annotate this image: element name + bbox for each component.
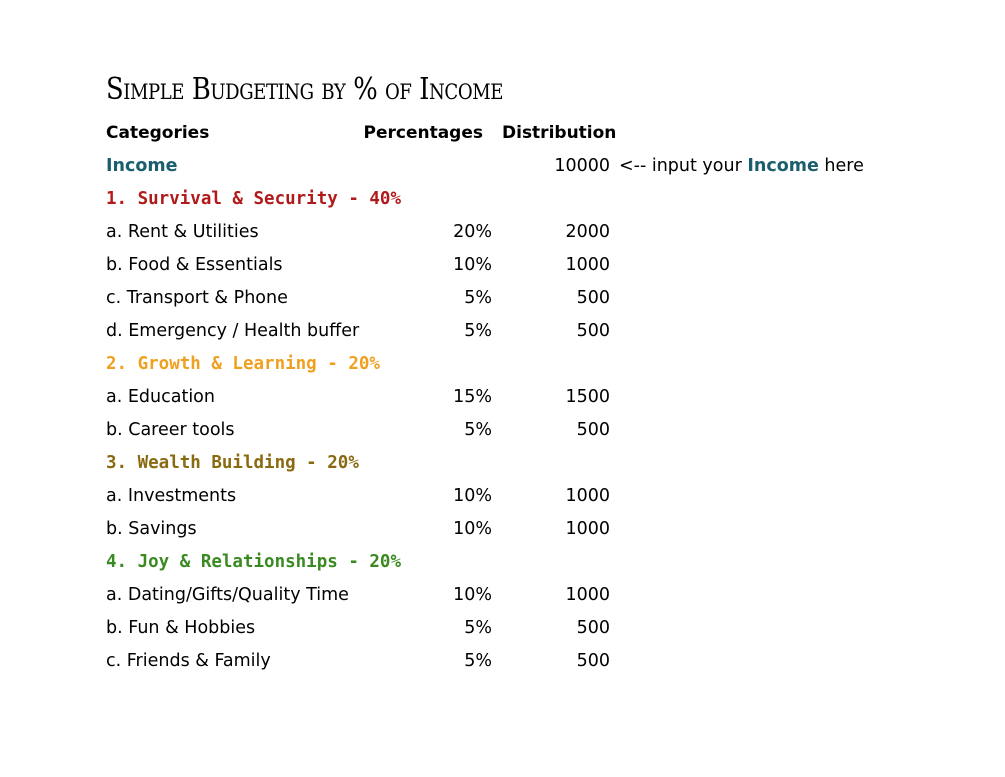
item-label: d. Emergency / Health buffer xyxy=(106,321,360,341)
header-percentages: Percentages xyxy=(363,123,483,143)
item-percentage[interactable]: 10% xyxy=(453,255,492,275)
section-header-row xyxy=(0,546,1005,579)
item-percentage[interactable]: 5% xyxy=(464,321,492,341)
item-percentage[interactable]: 20% xyxy=(453,222,492,242)
item-label: b. Savings xyxy=(106,519,197,539)
budget-item-row xyxy=(0,315,1005,348)
item-amount: 1000 xyxy=(565,519,610,539)
item-label: b. Career tools xyxy=(106,420,235,440)
item-amount: 500 xyxy=(576,288,610,308)
item-amount: 500 xyxy=(576,321,610,341)
section-title: 1. Survival & Security - 40% xyxy=(106,189,402,209)
budget-item-row xyxy=(0,249,1005,282)
header-distribution: Distribution xyxy=(502,123,617,143)
item-label: b. Fun & Hobbies xyxy=(106,618,256,638)
item-percentage[interactable]: 5% xyxy=(464,618,492,638)
item-label: c. Friends & Family xyxy=(106,651,271,671)
section-title: 2. Growth & Learning - 20% xyxy=(106,354,380,374)
item-amount: 1000 xyxy=(565,255,610,275)
section-title: 4. Joy & Relationships - 20% xyxy=(106,552,402,572)
item-amount: 1000 xyxy=(565,486,610,506)
item-percentage[interactable]: 5% xyxy=(464,288,492,308)
item-amount: 2000 xyxy=(565,222,610,242)
header-categories: Categories xyxy=(106,123,210,143)
budget-item-row xyxy=(0,282,1005,315)
section-header-row xyxy=(0,183,1005,216)
income-input[interactable]: 10000 xyxy=(554,156,610,176)
item-percentage[interactable]: 10% xyxy=(453,486,492,506)
income-note-keyword: Income xyxy=(747,156,819,176)
budget-item-row xyxy=(0,579,1005,612)
income-note-suffix: here xyxy=(818,156,864,176)
budget-item-row xyxy=(0,645,1005,678)
section-header-row xyxy=(0,348,1005,381)
item-label: a. Investments xyxy=(106,486,237,506)
budget-item-row xyxy=(0,216,1005,249)
item-label: a. Dating/Gifts/Quality Time xyxy=(106,585,349,605)
section-header-row xyxy=(0,447,1005,480)
item-percentage[interactable]: 5% xyxy=(464,420,492,440)
income-note-prefix: <-- input your xyxy=(619,156,748,176)
income-row xyxy=(0,150,1005,183)
budget-item-row xyxy=(0,480,1005,513)
item-label: a. Rent & Utilities xyxy=(106,222,259,242)
item-percentage[interactable]: 15% xyxy=(453,387,492,407)
item-amount: 1000 xyxy=(565,585,610,605)
item-amount: 500 xyxy=(576,651,610,671)
item-amount: 500 xyxy=(576,618,610,638)
budget-item-row xyxy=(0,612,1005,645)
item-percentage[interactable]: 10% xyxy=(453,585,492,605)
budget-item-row xyxy=(0,414,1005,447)
item-percentage[interactable]: 10% xyxy=(453,519,492,539)
page-title: Simple Budgeting by % of Income xyxy=(106,72,504,107)
item-percentage[interactable]: 5% xyxy=(464,651,492,671)
section-title: 3. Wealth Building - 20% xyxy=(106,453,359,473)
budget-item-row xyxy=(0,513,1005,546)
item-amount: 1500 xyxy=(565,387,610,407)
item-label: c. Transport & Phone xyxy=(106,288,288,308)
item-amount: 500 xyxy=(576,420,610,440)
income-label: Income xyxy=(106,156,178,176)
budget-item-row xyxy=(0,381,1005,414)
item-label: a. Education xyxy=(106,387,215,407)
item-label: b. Food & Essentials xyxy=(106,255,283,275)
header-row xyxy=(0,117,1005,150)
income-note xyxy=(619,150,864,183)
